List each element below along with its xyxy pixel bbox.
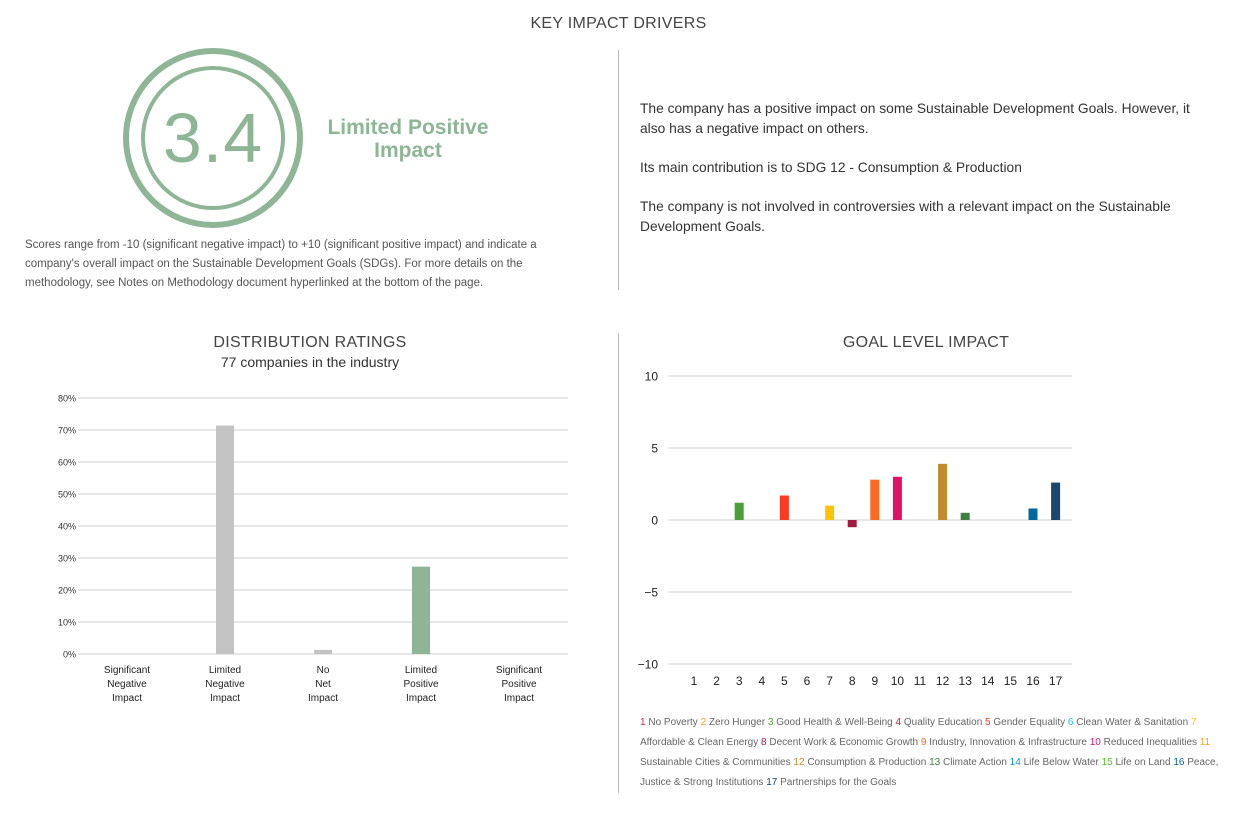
impact-summary [640, 99, 1210, 256]
x-tick-label-line: Limited [208, 665, 242, 676]
x-tick-label: 8 [848, 674, 856, 688]
legend-number: 12 [793, 757, 805, 768]
legend-number: 15 [1101, 757, 1113, 768]
legend-number: 6 [1067, 717, 1074, 728]
legend-number: 8 [761, 737, 767, 748]
legend-number: 1 [640, 717, 646, 728]
goal-bar [780, 496, 789, 520]
goal-bar [893, 477, 902, 520]
x-tick-label: 1 [690, 674, 698, 688]
y-tick-label: 30% [57, 553, 76, 564]
rating-label-line1: Limited Positive [327, 116, 489, 139]
legend-number: 7 [1190, 717, 1197, 728]
x-tick-label: 2 [713, 674, 720, 688]
legend-label: Clean Water & Sanitation [1076, 717, 1189, 728]
x-tick-label: 15 [1003, 674, 1018, 688]
distribution-subtitle: 77 companies in the industry [220, 354, 400, 370]
goal-bar [848, 520, 857, 527]
page-title: KEY IMPACT DRIVERS [530, 15, 707, 32]
x-tick-label: 4 [758, 674, 766, 688]
legend-number: 9 [920, 737, 927, 748]
score-note: Scores range from -10 (significant negative impact) to +10 (significant positive impact) and indicate a company's overall impact on the Sustainable Development Goals (SDGs). For more details on the methodology, see Notes on Methodology document hyperlinked at the bottom of the page. [25, 239, 537, 289]
legend-label: Climate Action [942, 757, 1007, 768]
y-tick-label: 70% [57, 425, 76, 436]
x-tick-label [205, 665, 245, 704]
legend-number: 17 [766, 777, 778, 788]
legend-number: 5 [985, 717, 991, 728]
x-tick-label-line: Positive [403, 679, 439, 690]
goal-bar [961, 513, 970, 520]
x-tick-label-line: Impact [307, 693, 339, 704]
y-tick-label: 0 [651, 513, 658, 528]
x-tick-label-line: Impact [405, 693, 437, 704]
y-tick-label: −10 [637, 657, 658, 672]
y-tick-label: 20% [57, 585, 76, 596]
x-tick-label: 13 [958, 674, 972, 688]
distribution-chart [30, 385, 590, 715]
distribution-title: DISTRIBUTION RATINGS [213, 334, 407, 351]
distribution-bar [216, 426, 234, 654]
legend-label: Peace, Justice & Strong Institutions [640, 757, 1219, 788]
legend-number: 10 [1089, 737, 1101, 748]
legend-label: Zero Hunger [708, 717, 766, 728]
legend-number: 2 [700, 717, 707, 728]
x-tick-label [104, 665, 150, 704]
legend-label: Decent Work & Economic Growth [769, 737, 919, 748]
legend-label: Life on Land [1115, 757, 1171, 768]
x-tick-label: 3 [735, 674, 743, 688]
x-tick-label: 14 [981, 674, 995, 688]
y-tick-label: 60% [57, 457, 76, 468]
x-tick-label-line: Negative [205, 679, 245, 690]
legend-label: Partnerships for the Goals [780, 777, 897, 788]
score-value: 3.4 [162, 99, 264, 177]
y-tick-label: 10 [644, 369, 658, 384]
top-divider [618, 50, 619, 290]
x-tick-label-line: Impact [209, 693, 241, 704]
legend-number: 14 [1009, 757, 1021, 768]
legend-number: 13 [929, 757, 941, 768]
sdg-legend [640, 713, 1220, 793]
legend-label: Good Health & Well-Being [776, 717, 893, 728]
x-tick-label-line: Impact [111, 693, 143, 704]
x-tick-label-line: Significant [495, 665, 543, 676]
summary-paragraph: The company has a positive impact on some Sustainable Development Goals. However, it also has a negative impact on others. [640, 101, 1190, 136]
x-tick-label-line: Significant [103, 665, 151, 676]
x-tick-label-line: Impact [503, 693, 535, 704]
goal-level-chart [630, 360, 1090, 690]
score-ring [123, 48, 303, 228]
y-tick-label: −5 [644, 585, 658, 600]
x-tick-label: 12 [935, 674, 950, 688]
y-tick-label: 40% [57, 521, 76, 532]
x-tick-label [496, 665, 542, 704]
x-tick-label [403, 665, 438, 704]
goal-bar [870, 480, 879, 520]
legend-number: 11 [1199, 737, 1211, 748]
goal-bar [825, 506, 834, 520]
summary-paragraph: The company is not involved in controversies with a relevant impact on the Sustainable Development Goals. [640, 199, 1171, 234]
rating-label [318, 116, 498, 162]
legend-label: Sustainable Cities & Communities [640, 757, 791, 768]
x-tick-label-line: Negative [107, 679, 147, 690]
goal-bar [938, 464, 947, 520]
x-tick-label: 10 [890, 674, 905, 688]
score-ring-inner [141, 66, 285, 210]
x-tick-label: 6 [803, 674, 811, 688]
x-tick-label: 9 [871, 674, 879, 688]
legend-label: Quality Education [903, 717, 983, 728]
x-tick-label: 16 [1026, 674, 1040, 688]
summary-paragraph: Its main contribution is to SDG 12 - Consumption & Production [640, 160, 1022, 175]
y-tick-label: 5 [651, 441, 658, 456]
y-tick-label: 80% [57, 393, 76, 404]
bottom-divider [618, 333, 619, 793]
x-tick-label-line: Positive [501, 679, 537, 690]
legend-number: 16 [1173, 757, 1185, 768]
legend-number: 3 [767, 717, 774, 728]
legend-label: Reduced Inequalities [1103, 737, 1198, 748]
goal-bar [1051, 483, 1060, 520]
distribution-bar [314, 650, 332, 654]
legend-label: No Poverty [648, 717, 698, 728]
x-tick-label [308, 665, 338, 704]
x-tick-label-line: Net [315, 679, 331, 690]
y-tick-label: 50% [57, 489, 76, 500]
legend-label: Life Below Water [1023, 757, 1099, 768]
legend-label: Gender Equality [993, 717, 1066, 728]
x-tick-label-line: No [316, 665, 330, 676]
goal-level-title: GOAL LEVEL IMPACT [842, 334, 1010, 351]
y-tick-label: 10% [57, 617, 76, 628]
distribution-bar [412, 567, 430, 654]
goal-bar [1029, 508, 1038, 520]
legend-label: Affordable & Clean Energy [640, 737, 759, 748]
goal-bar [735, 503, 744, 520]
y-tick-label: 0% [62, 649, 76, 660]
x-tick-label: 5 [781, 674, 788, 688]
x-tick-label: 11 [913, 674, 927, 688]
legend-label: Consumption & Production [807, 757, 927, 768]
x-tick-label-line: Limited [404, 665, 438, 676]
x-tick-label: 7 [826, 674, 833, 688]
x-tick-label: 17 [1048, 674, 1063, 688]
legend-number: 4 [895, 717, 902, 728]
legend-label: Industry, Innovation & Infrastructure [929, 737, 1087, 748]
rating-label-line2: Impact [374, 139, 442, 162]
